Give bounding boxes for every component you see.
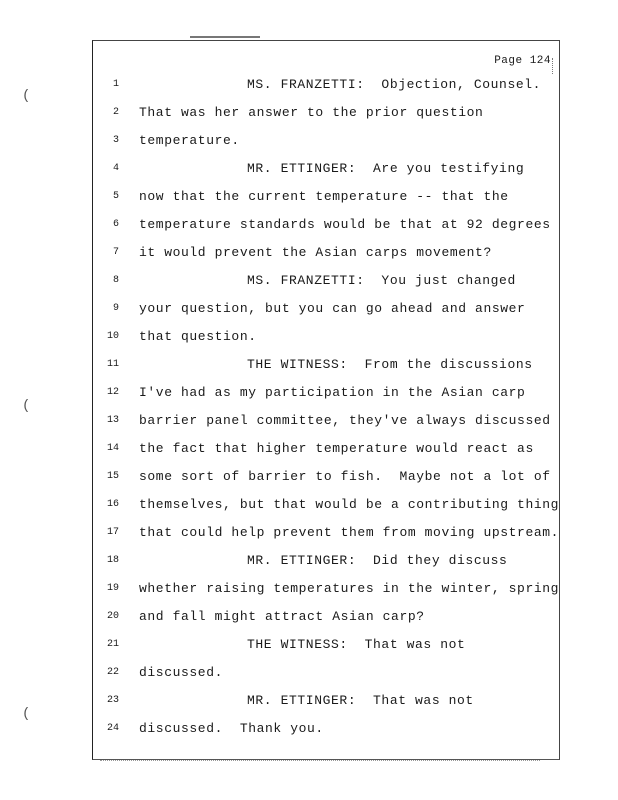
transcript-line	[93, 609, 559, 637]
line-text: THE WITNESS: That was not	[247, 637, 466, 652]
line-text: and fall might attract Asian carp?	[139, 609, 425, 624]
line-text: THE WITNESS: From the discussions	[247, 357, 533, 372]
line-text: some sort of barrier to fish. Maybe not a lot of	[139, 469, 551, 484]
line-number: 3	[112, 135, 119, 146]
line-number: 17	[106, 527, 119, 538]
line-number: 5	[112, 191, 119, 202]
page-number: Page 124	[494, 55, 551, 67]
line-text: temperature.	[139, 133, 240, 148]
line-number: 15	[106, 471, 119, 482]
transcript-line	[93, 105, 559, 133]
transcript-line	[93, 441, 559, 469]
line-text: MR. ETTINGER: That was not	[247, 693, 474, 708]
line-number: 13	[106, 415, 119, 426]
line-text: the fact that higher temperature would react as	[139, 441, 534, 456]
line-number: 18	[106, 555, 119, 566]
margin-mark: (	[22, 398, 31, 414]
line-number: 22	[106, 667, 119, 678]
line-text: MS. FRANZETTI: You just changed	[247, 273, 516, 288]
line-number: 1	[112, 79, 119, 90]
line-number: 20	[106, 611, 119, 622]
transcript-line	[93, 273, 559, 301]
transcript-line	[93, 497, 559, 525]
margin-mark: (	[22, 88, 31, 104]
transcript-line	[93, 553, 559, 581]
line-text: I've had as my participation in the Asian carp	[139, 385, 526, 400]
transcript-line	[93, 385, 559, 413]
line-text: whether raising temperatures in the winter, spring	[139, 581, 560, 596]
line-text: temperature standards would be that at 92 degrees	[139, 217, 551, 232]
line-number: 21	[106, 639, 119, 650]
transcript-line	[93, 217, 559, 245]
line-number: 23	[106, 695, 119, 706]
transcript-line	[93, 469, 559, 497]
line-text: MS. FRANZETTI: Objection, Counsel.	[247, 77, 542, 92]
line-text: that could help prevent them from moving upstream.	[139, 525, 560, 540]
line-text: barrier panel committee, they've always discussed	[139, 413, 551, 428]
line-text: MR. ETTINGER: Did they discuss	[247, 553, 508, 568]
transcript-line	[93, 665, 559, 693]
line-number: 7	[112, 247, 119, 258]
line-number: 14	[106, 443, 119, 454]
line-number: 11	[106, 359, 119, 370]
line-text: discussed.	[139, 665, 224, 680]
line-text: discussed. Thank you.	[139, 721, 324, 736]
line-text: your question, but you can go ahead and answer	[139, 301, 526, 316]
line-number: 16	[106, 499, 119, 510]
transcript-line	[93, 525, 559, 553]
transcript-line	[93, 133, 559, 161]
line-number: 4	[112, 163, 119, 174]
line-number: 19	[106, 583, 119, 594]
transcript-line	[93, 357, 559, 385]
line-text: now that the current temperature -- that the	[139, 189, 509, 204]
line-number: 8	[112, 275, 119, 286]
line-number: 10	[106, 331, 119, 342]
line-text: MR. ETTINGER: Are you testifying	[247, 161, 525, 176]
line-number: 6	[112, 219, 119, 230]
transcript-line	[93, 693, 559, 721]
transcript-line	[93, 581, 559, 609]
transcript-line	[93, 413, 559, 441]
transcript-line	[93, 721, 559, 749]
edge-scan-mark	[552, 58, 555, 74]
line-text: that question.	[139, 329, 257, 344]
line-text: That was her answer to the prior question	[139, 105, 484, 120]
transcript-line	[93, 329, 559, 357]
line-number: 24	[106, 723, 119, 734]
margin-mark: (	[22, 706, 31, 722]
transcript-line	[93, 189, 559, 217]
transcript-line	[93, 301, 559, 329]
line-number: 12	[106, 387, 119, 398]
top-scan-mark	[190, 36, 260, 38]
line-number: 2	[112, 107, 119, 118]
transcript-line	[93, 245, 559, 273]
transcript-line	[93, 161, 559, 189]
line-text: it would prevent the Asian carps movement?	[139, 245, 492, 260]
line-number: 9	[112, 303, 119, 314]
transcript-page	[92, 40, 560, 760]
line-text: themselves, but that would be a contributing thing	[139, 497, 560, 512]
transcript-line	[93, 77, 559, 105]
transcript-line	[93, 637, 559, 665]
bottom-scan-mark	[100, 760, 540, 763]
